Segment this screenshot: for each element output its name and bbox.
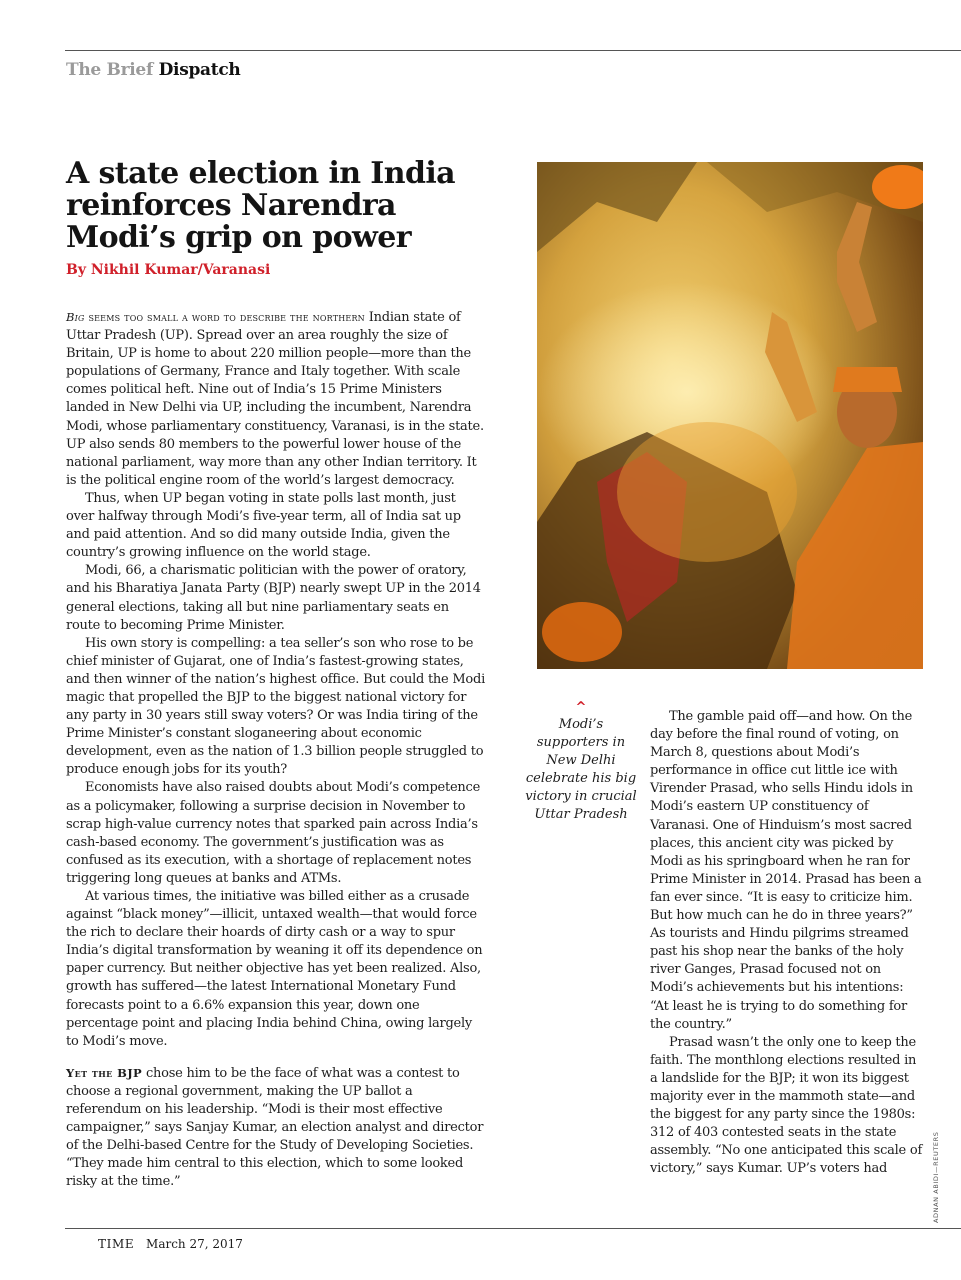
paragraph: Prasad wasn’t the only one to keep the faith. The monthlong elections resulted in a landslide for the BJP; it won its biggest majority ever in the mammoth state—and the biggest for any party since the 1980s: 312 of 403 contested seats in the state assembly. “No one anticipated this scale of victory,” says Kumar. UP’s voters had [650,1034,922,1177]
paragraph [66,1064,486,1192]
photo-credit-text: ADNAN ABIDI—REUTERS [932,1131,940,1223]
paragraph: The gamble paid off—and how. On the day before the final round of voting, on March 8, questions about Modi’s performance in office cut little ice with Virender Prasad, who sells Hindu idols in Modi’s eastern UP constituency of Varanasi. One of Hinduism’s most sacred places, this ancient city was picked by Modi as his springboard when he ran for Prime Minister in 2014. Prasad has been a fan ever since. “It is easy to criticize him. But how much can he do in three years?” As tourists and Hindu pilgrims streamed past his shop near the banks of the holy river Ganges, Prasad focused not on Modi’s achievements but his intentions: “At least he is trying to do something for the country.” [650,709,922,1032]
issue-date: March 27, 2017 [146,1237,243,1251]
paragraph-text: chose him to be the face of what was a contest to choose a regional government, making the UP ballot a referendum on his leadership. “Modi is their most effective campaigner,” says Sanjay Kumar, an election analyst and director of the Delhi-based Centre for the Study of Developing Societies. “They made him central to this election, which to some looked risky at the time.” [66,1065,484,1190]
top-rule [65,50,961,51]
lead-word: Big [66,310,85,324]
paragraph: At various times, the initiative was billed either as a crusade against “black money”—illicit, untaxed wealth—that would force the rich to declare their hoards of dirty cash or a way to spur India’s digital transformation by weaning it off its dependence on paper currency. But neither objective has yet been realized. Also, growth has suffered—the latest International Monetary Fund forecasts point to a 6.6% expansion this year, down one percentage point and placing India behind China, owing largely to Modi’s move. [66,889,483,1049]
section-label [66,60,240,80]
lead-in: seems too small a word to describe the northern [84,310,365,324]
section-lead-in: Yet the BJP [66,1065,143,1080]
paragraph: His own story is compelling: a tea seller’s son who rose to be chief minister of Gujarat, one of India’s fastest-growing states, and then winner of the nation’s highest office. But could the Modi magic that propelled the BJP to the biggest national victory for any party in 30 years still sway voters? Or was India tiring of the Prime Minister’s constant sloganeering about economic development, even as the nation of 1.3 billion people struggled to produce enough jobs for its youth? [66,635,485,778]
magazine-name: TIME [98,1237,135,1251]
article-column-right [650,708,922,1178]
article-photo [537,162,923,669]
headline: A state election in India reinforces Narendra Modi’s grip on power [66,156,455,255]
section-brief: The Brief [66,60,153,80]
byline: By Nikhil Kumar/Varanasi [66,262,271,278]
photo-illustration [537,162,923,669]
caption-arrow-icon: ^ [575,700,587,715]
paragraph: Modi, 66, a charismatic politician with the power of oratory, and his Bharatiya Janata Party (BJP) nearly swept UP in the 2014 general elections, taking all but nine parliamentary seats en route to becoming Prime Minister. [66,563,481,633]
article-column-left [66,308,486,1192]
paragraph-text: Indian state of Uttar Pradesh (UP). Spread over an area roughly the size of Britain, UP is home to about 220 million people—more than the populations of Germany, France and Italy together. With scale comes political heft. Nine out of India’s 15 Prime Ministers landed in New Delhi via UP, including the incumbent, Narendra Modi, whose parliamentary constituency, Varanasi, is in the state. UP also sends 80 members to the powerful lower house of the national parliament, way more than any other Indian territory. It is the political engine room of the world’s largest democracy. [66,310,484,488]
paragraph: Thus, when UP began voting in state polls last month, just over halfway through Modi’s five-year term, all of India sat up and paid attention. And so did many outside India, given the country’s growing influence on the world stage. [66,490,461,561]
paragraph: Economists have also raised doubts about Modi’s competence as a policymaker, following a surprise decision in November to scrap high-value currency notes that sparked pain across India’s cash-based economy. The government’s justification was as confused as its execution, with a shortage of replacement notes triggering long queues at banks and ATMs. [66,780,481,886]
photo-caption: Modi’s supporters in New Delhi celebrate his big victory in crucial Uttar Pradesh [525,717,637,822]
paragraph [66,308,486,490]
photo-credit [930,1131,944,1225]
section-dispatch: Dispatch [158,60,241,80]
page-footer [98,1237,243,1251]
bottom-rule [65,1228,961,1229]
